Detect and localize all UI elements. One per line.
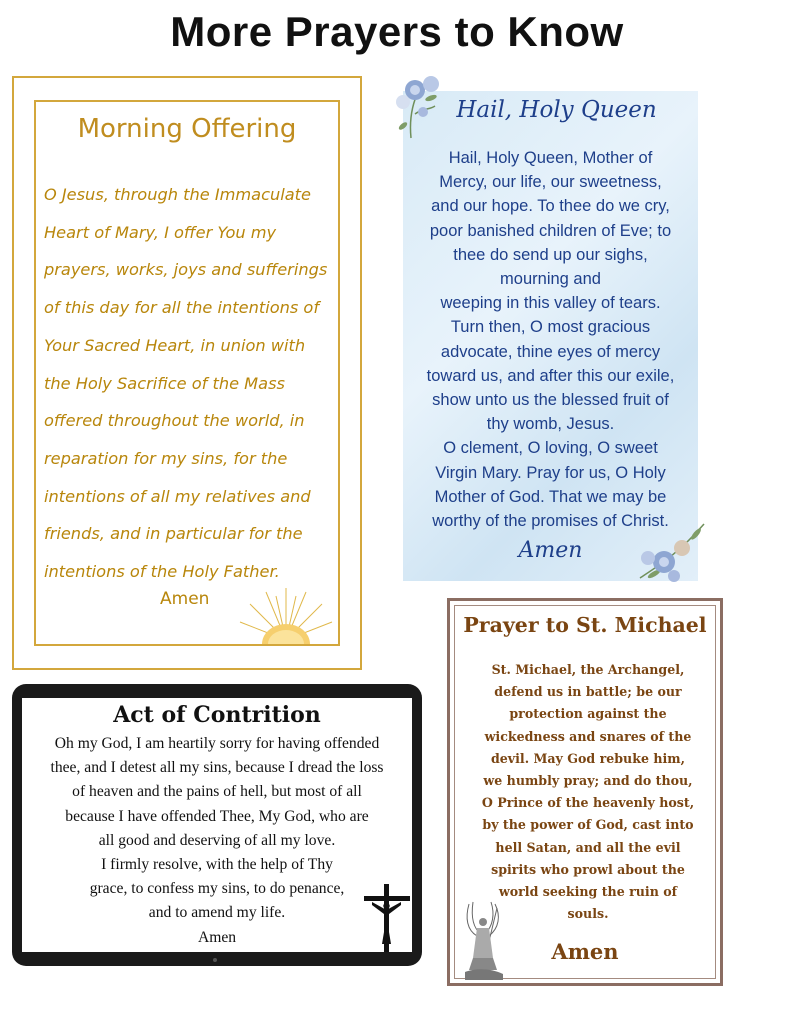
text-line: worthy of the promises of Christ. — [432, 512, 669, 531]
text-line: Mercy, our life, our sweetness, — [439, 173, 662, 192]
text-line: St. Michael, the Archangel, — [491, 662, 685, 677]
page-title: More Prayers to Know — [170, 8, 624, 55]
text-line: intentions of the Holy Father. — [44, 562, 280, 582]
text-line: grace, to confess my sins, to do penance, — [89, 880, 345, 898]
morning-offering-title: Morning Offering — [77, 114, 297, 144]
text-line: weeping in this valley of tears. — [440, 294, 661, 313]
text-line: we humbly pray; and do thou, — [483, 773, 693, 789]
text-line: because I have offended Thee, My God, who are — [65, 807, 369, 825]
st-michael-frame — [454, 605, 716, 979]
text-line: defend us in battle; be our — [494, 684, 682, 700]
text-line: toward us, and after this our exile, — [426, 366, 675, 385]
flowers-icon — [634, 518, 710, 588]
act-of-contrition-title: Act of Contrition — [113, 702, 321, 728]
sun-icon — [236, 584, 336, 646]
st-michael-card — [447, 598, 723, 986]
st-michael-title: Prayer to St. Michael — [463, 613, 707, 637]
text-line: O Prince of the heavenly host, — [481, 795, 695, 811]
text-line: O clement, O loving, O sweet — [443, 439, 658, 458]
text-line: O Jesus, through the Immaculate — [44, 185, 311, 204]
text-line: friends, and in particular for the — [44, 524, 303, 544]
text-line: prayers, works, joys and sufferings — [44, 260, 328, 280]
text-line: offered throughout the world, in — [44, 411, 305, 431]
crucifix-icon — [364, 884, 410, 952]
text-line: I firmly resolve, with the help of Thy — [101, 856, 333, 874]
text-line: and our hope. To thee do we cry, — [431, 197, 670, 216]
st-michael-text — [455, 659, 721, 925]
act-of-contrition-text — [22, 732, 412, 950]
morning-offering-text — [44, 176, 344, 591]
text-line: Virgin Mary. Pray for us, O Holy — [435, 463, 666, 482]
text-line: protection against the — [509, 706, 667, 722]
text-line: show unto us the blessed fruit of — [432, 391, 669, 410]
text-line: the Holy Sacrifice of the Mass — [44, 373, 285, 393]
act-of-contrition-card — [12, 684, 422, 966]
morning-offering-card — [12, 76, 362, 670]
text-line: of this day for all the intentions of — [44, 298, 320, 318]
hail-holy-queen-text — [403, 146, 698, 533]
morning-offering-frame — [34, 100, 340, 646]
text-line: spirits who prowl about the — [491, 861, 685, 877]
st-michael-amen: Amen — [551, 939, 619, 964]
text-line: thy womb, Jesus. — [486, 415, 615, 434]
text-line: poor banished children of Eve; to — [429, 221, 672, 240]
text-line: world seeking the ruin of — [498, 884, 678, 900]
flowers-icon — [393, 68, 443, 142]
text-line: hell Satan, and all the evil — [495, 839, 681, 855]
text-line: souls. — [567, 906, 609, 922]
text-line: and to amend my life. — [148, 904, 286, 922]
text-line: mourning and — [500, 270, 601, 289]
text-line: Turn then, O most gracious — [450, 318, 651, 337]
text-line: all good and deserving of all my love. — [98, 831, 336, 849]
text-line: Heart of Mary, I offer You my — [44, 222, 277, 242]
text-line: thee, and I detest all my sins, because I dread the loss — [50, 759, 384, 777]
device-home-dot — [213, 958, 217, 962]
text-line: of heaven and the pains of hell, but most of all — [72, 783, 362, 801]
angel-icon — [461, 898, 507, 982]
text-line: devil. May God rebuke him, — [490, 750, 685, 766]
text-line: Your Sacred Heart, in union with — [44, 335, 306, 355]
text-line: Amen — [197, 928, 237, 946]
hail-holy-queen-card — [403, 91, 698, 581]
text-line: wickedness and snares of the — [484, 728, 692, 744]
text-line: Oh my God, I am heartily sorry for having offended — [54, 735, 380, 752]
text-line: Mother of God. That we may be — [434, 487, 667, 506]
text-line: thee do send up our sighs, — [453, 245, 648, 264]
hail-holy-queen-amen: Amen — [518, 538, 583, 563]
text-line: by the power of God, cast into — [482, 817, 694, 833]
act-of-contrition-screen — [22, 698, 412, 952]
text-line: intentions of all my relatives and — [44, 486, 311, 506]
morning-offering-amen: Amen — [160, 589, 210, 609]
hail-holy-queen-title: Hail, Holy Queen — [456, 97, 657, 123]
text-line: Hail, Holy Queen, Mother of — [448, 149, 653, 167]
text-line: advocate, thine eyes of mercy — [440, 342, 661, 361]
text-line: reparation for my sins, for the — [44, 448, 288, 468]
